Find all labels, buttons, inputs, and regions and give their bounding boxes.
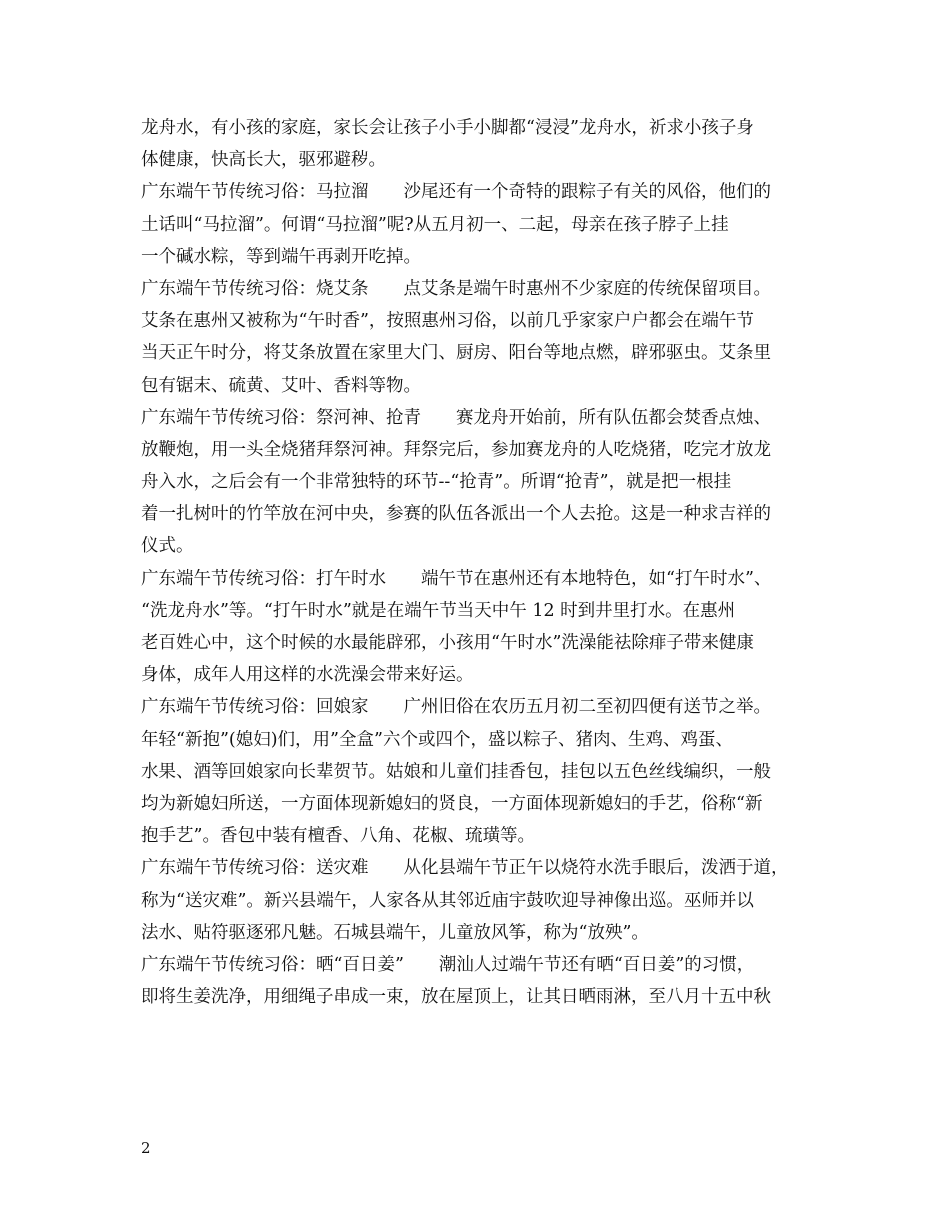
body-text <box>141 112 813 1013</box>
text-line: 艾条在惠州又被称为“午时香”，按照惠州习俗，以前几乎家家户户都会在端午节 <box>141 311 754 332</box>
text-line: 龙舟水，有小孩的家庭，家长会让孩子小手小脚都“浸浸”龙舟水，祈求小孩子身 <box>141 118 754 138</box>
text-line: 广东端午节传统习俗：祭河神、抢青 赛龙舟开始前，所有队伍都会焚香点烛、 <box>141 407 771 428</box>
text-line: 舟入水，之后会有一个非常独特的环节--“抢青”。所谓“抢青”，就是把一根挂 <box>141 472 732 493</box>
text-line: 广东端午节传统习俗：烧艾条 点艾条是端午时惠州不少家庭的传统保留项目。 <box>141 278 771 299</box>
text-line: 广东端午节传统习俗：马拉溜 沙尾还有一个奇特的跟粽子有关的风俗，他们的 <box>141 182 771 203</box>
text-line: 广东端午节传统习俗：晒“百日姜” 潮汕人过端午节还有晒“百日姜”的习惯， <box>141 954 755 975</box>
text-line: 包有锯末、硫黄、艾叶、香料等物。 <box>141 375 421 396</box>
text-line: 仪式。 <box>141 536 194 557</box>
text-line: 年轻“新抱”(媳妇)们，用”全盒”六个或四个，盛以粽子、猪肉、生鸡、鸡蛋、 <box>141 729 733 750</box>
text-line: 当天正午时分，将艾条放置在家里大门、厨房、阳台等地点燃，辟邪驱虫。艾条里 <box>141 343 771 364</box>
text-line: 着一扎树叶的竹竿放在河中央，参赛的队伍各派出一个人去抢。这是一种求吉祥的 <box>141 504 771 525</box>
text-line: 广东端午节传统习俗：回娘家 广州旧俗在农历五月初二至初四便有送节之举。 <box>141 697 771 718</box>
text-line: 广东端午节传统习俗：打午时水 端午节在惠州还有本地特色，如“打午时水”、 <box>141 568 772 589</box>
text-line: “洗龙舟水”等。“打午时水”就是在端午节当天中午 12 时到井里打水。在惠州 <box>141 600 736 621</box>
text-line: 放鞭炮，用一头全烧猪拜祭河神。拜祭完后，参加赛龙舟的人吃烧猪，吃完才放龙 <box>141 439 771 460</box>
text-line: 法水、贴符驱逐邪凡魅。石城县端午，儿童放风筝，称为“放殃”。 <box>141 922 649 943</box>
page-number: 2 <box>141 1139 151 1157</box>
text-line: 老百姓心中，这个时候的水最能辟邪，小孩用“午时水”洗澡能祛除痱子带来健康 <box>141 633 754 653</box>
text-line: 均为新媳妇所送，一方面体现新媳妇的贤良，一方面体现新媳妇的手艺，俗称“新 <box>141 793 763 814</box>
text-line: 水果、酒等回娘家向长辈贺节。姑娘和儿童们挂香包，挂包以五色丝线编织，一般 <box>141 761 771 782</box>
text-line: 即将生姜洗净，用细绳子串成一束，放在屋顶上，让其日晒雨淋，至八月十五中秋 <box>141 987 771 1008</box>
text-line: 身体，成年人用这样的水洗澡会带来好运。 <box>141 665 474 686</box>
text-line: 土话叫“马拉溜”。何谓“马拉溜”呢?从五月初一、二起，母亲在孩子脖子上挂 <box>141 214 729 235</box>
text-line: 抱手艺”。香包中装有檀香、八角、花椒、琉璜等。 <box>141 826 535 847</box>
text-line: 称为“送灾难”。新兴县端午，人家各从其邻近庙宇鼓吹迎导神像出巡。巫师并以 <box>141 890 754 911</box>
text-line: 一个碱水粽，等到端午再剥开吃掉。 <box>141 246 421 267</box>
text-line: 体健康，快高长大，驱邪避秽。 <box>141 150 386 171</box>
text-line: 广东端午节传统习俗：送灾难 从化县端午节正午以烧符水洗手眼后，泼洒于道， <box>141 858 789 879</box>
